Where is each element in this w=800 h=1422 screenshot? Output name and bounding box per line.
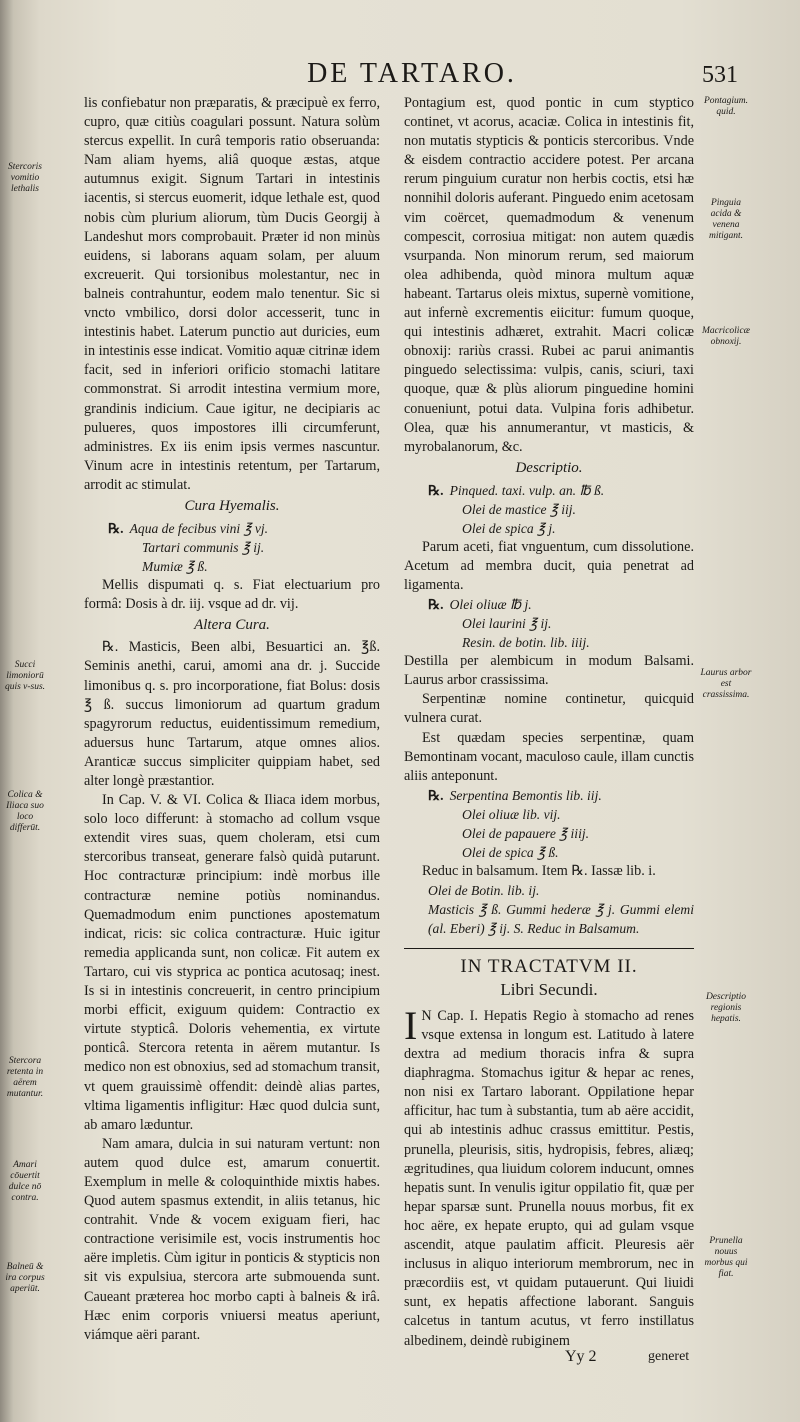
paragraph: ℞. Masticis, Been albi, Besuartici an. ℥ß. Seminis anethi, carui, amomi ana dr. j. Succide limonibus q. s. pro incorporatione, fiat Bolus: dosis ℥ ß. succus limoniorum ad quartum gradum spagyrorum reductus, euidentissimum remedium, aduersus hunc Tartarum, atque omnes alios. Aranticæ succus simpliciter quippiam habet, sed alter longè præstantior. <box>84 639 380 789</box>
recipe-line: Olei de mastice ℥ iij. <box>462 501 576 517</box>
section-divider <box>404 948 694 949</box>
margin-note: Amari cōuertit dulce nō contra. <box>8 1160 42 1203</box>
paragraph: Reduc in balsamum. Item ℞. Iassæ lib. i. <box>422 862 656 879</box>
recipe-line: ℞. Olei oliuæ ℔ j. <box>428 597 532 613</box>
recipe-list <box>404 481 694 538</box>
margin-note: Balneū & ira corpus aperiūt. <box>5 1262 45 1294</box>
recipe-line: Tartari communis ℥ ij. <box>142 540 265 556</box>
margin-note: Colica & Iliaca suo loco differūt. <box>6 790 44 833</box>
paragraph: Est quædam species serpentinæ, quam Bemontinam vocant, maculoso caule, illam cunctis aliis anteponunt. <box>404 729 694 784</box>
margin-note: Prunella nouus morbus qui fiat. <box>704 1236 748 1279</box>
recipe-line: Olei de Botin. lib. ij. <box>428 882 540 898</box>
margin-note: Descriptio regionis hepatis. <box>705 992 747 1024</box>
margin-note: Laurus arbor est crassissima. <box>700 668 752 700</box>
paragraph: Mellis dispumati q. s. Fiat electuarium pro formâ: Dosis à dr. iij. vsque ad dr. vij. <box>84 577 380 613</box>
paragraph: Serpentinæ nomine continetur, quicquid vulnera curat. <box>404 691 694 727</box>
recipe-line: Masticis ℥ ß. Gummi hederæ ℥ j. Gummi elemi (al. Eberi) ℥ ij. S. Reduc in Balsamum. <box>428 901 694 936</box>
margin-note: Stercora retenta in aërem mutantur. <box>6 1056 44 1099</box>
paragraph: lis confiebatur non præparatis, & præcipuè ex ferro, cupro, quæ citiùs coagulari possunt. Natura solùm stercus expellit. In curâ temporis ratio obseruanda: Nam aliam hyems, aliâ quoque æstas, atque autumnus exigit. Signum Tartari in intestinis iacentis, si stercus euomerit, idque lethale est, quod nobis cùm plurium aliorum, tùm Ducis Georgij à Landeshut mors comprobauit. Præter id non minùs euidens, si laborans aquam solam, per aluum excreuerit. Qui torsionibus molestantur, nec in balneis contrahuntur, eodem malo tenentur. Sic si vncto vmbilico, dorsi dolor accesserit, tunc in intestinis habet. Laterum punctio aut duricies, eum in intestinis esse indicat. Vomitio aquæ citrinæ idem facit, sed in inferiori orificio stomachi latitare commonstrat. Si arrodit intestina vermium more, grandinis indicium. Caue igitur, ne decipiaris ac pulueres, quos impostores illi circumferunt, administres. Ex iis enim ipsis vermes nascuntur. Vinum acre in intestinis retentum, per Tartarum, arrodit ac stimulat. <box>84 95 380 493</box>
recipe-list <box>404 595 694 652</box>
altera-cura-heading: Altera Cura. <box>194 617 270 634</box>
recipe-line: Mumiæ ℥ ß. <box>142 559 208 575</box>
running-title: DE TARTARO. <box>307 58 517 89</box>
margin-note: Macricolicæ obnoxij. <box>701 326 750 347</box>
drop-cap: I <box>404 1002 418 1048</box>
left-column <box>84 94 380 1345</box>
margin-note: Pontagium. quid. <box>703 96 749 117</box>
cura-hyemalis-heading: Cura Hyemalis. <box>184 497 280 514</box>
recipe-line: Olei laurini ℥ ij. <box>462 616 552 632</box>
page-gutter-shadow <box>0 0 14 1422</box>
recipe-list <box>404 881 694 938</box>
recipe-line: Olei de spica ℥ j. <box>462 520 556 536</box>
paragraph: Nam amara, dulcia in sui naturam vertunt: non autem quod dulce est, amarum conuertit. Exemplum in melle & coloquinthide mixtis habes. Quod autem spasmus extendit, in aliis tetanus, hic contrahit. Vnde & vocem exiguam fieri, hac contractione verisimile est, vocis instrumentis hoc aëre impletis. Cùm igitur in ponticis & stypticis non sit vis expulsiua, stercora arte submouenda sunt. Caueant præterea hoc morbo capti à balneis & irâ. Hæc enim corporis vniuersi meatus aperiunt, viámque aëri parant. <box>84 1135 380 1343</box>
section-subtitle: Libri Secundi. <box>500 979 598 999</box>
recipe-symbol-icon: ℞. <box>428 597 444 613</box>
recipe-line: ℞. Serpentina Bemontis lib. iij. <box>428 787 602 803</box>
margin-note: Pinguia acida & venena mitigant. <box>708 198 744 241</box>
section-title: IN TRACTATVM II. <box>460 955 638 977</box>
recipe-line: ℞. Pinqued. taxi. vulp. an. ℔ ß. <box>428 482 605 498</box>
recipe-line: Olei de papauere ℥ iiij. <box>462 825 590 841</box>
catchword: generet <box>648 1349 690 1364</box>
recipe-line: Resin. de botin. lib. iiij. <box>462 635 590 651</box>
recipe-line: Olei de spica ℥ ß. <box>462 844 559 860</box>
recipe-list <box>404 786 694 862</box>
paragraph: Pontagium est, quod pontic in cum styptico continet, vt acorus, acaciæ. Colica in intestinis fit, non mutatis stypticis & ponticis stercoribus. Vnde & eisdem contractio accidere potest. Per arcana rerum pinguium curatur non herbis coctis, etsi hæ nonnihil doloris auferant. Pinguedo enim acetosam vim coërcet, quemadmodum & venenum compescit, corrosiua mitigat: non autem quædis vsurpanda. Non minorum rerum, sed maiorum olea adhibenda, quòd minora multum aquæ habeant. Tartarus oleis mixtus, supernè vomitione, aut infernè excrementis eiicitur: fumum quoque, qui intestinis adhæret, extrahit. Macri colicæ obnoxij: rariùs crassi. Rubei ac parui animantis pinguedo selectissima: vulpis, canis, sciuri, taxi quoque, quæ & plùs aliorum pinguedine homini conueniunt, potui data. Vulpina foris adhibetur. Olea, quæ his annumerantur, vt masticis, & myrobalanorum, &c. <box>404 95 694 455</box>
recipe-symbol-icon: ℞. <box>428 482 444 498</box>
paragraph: In Cap. V. & VI. Colica & Iliaca idem morbus, solo loco differunt: à stomacho ad collum vsque extendit vires suas, quem choleram, etsi cum stercoribus transeat, generare falsò quidà putarunt. Hoc contracturæ principium: indè morbus ille contracturæ nemine potiùs nominandus. Quemadmodum enim punctiones apostematum indicat, ricis: sic colica contracturæ. Huic igitur remedia applicanda sunt, non colicæ. Fit autem ex Tartaro, cui vis styprica ac pontica acutosaq; inest. Is si in intestinis concreuerit, in centro principium morbi efficit, exiguum quidem: Contractio ex virtute stypticâ. Doloris vehementia, ex virtute ponticâ. Stercora retenta in aërem mutantur. Is medico non est obnoxius, sed ad stomachum transit, vt quem grauissimè offendit: deindè alias partes, vltima ligamentis infligitur: Hæc quod dulcia sunt, ab amaro læduntur. <box>84 792 380 1133</box>
right-column <box>404 94 694 1351</box>
margin-note: Succi limoniorū quis v-sus. <box>4 660 46 692</box>
paragraph: Parum aceti, fiat vnguentum, cum dissolutione. Acetum ad membra ducit, quia penetrat ad ligamenta. <box>404 538 694 594</box>
recipe-symbol-icon: ℞. <box>428 787 444 803</box>
recipe-line: ℞. Aqua de fecibus vini ℥ vj. <box>108 521 269 537</box>
recipe-list <box>84 519 380 576</box>
signature-mark: Yy 2 <box>565 1348 597 1365</box>
recipe-symbol-icon: ℞. <box>108 521 124 537</box>
descriptio-heading: Descriptio. <box>515 459 583 476</box>
margin-note: Stercoris vomitio lethalis <box>8 162 42 194</box>
page-number: 531 <box>702 62 738 88</box>
recipe-line: Olei oliuæ lib. vij. <box>462 806 561 822</box>
section-paragraph: I N Cap. I. Hepatis Regio à stomacho ad renes vsque extensa in longum est. Latitudo à latere dextra ad medium thoracis infra & supra diaphragma. Stomachus igitur & hepar ac renes, non nisi ex Tartaro laborant. Oppilatione hepar afficitur, hac tum à substantia, tum ab aëre accidit, qui ab intestinis adhuc crassus emittitur. Pestis, prunella, pleurisis, sitis, hydropisis, febres, aliæq; ægritudines, qua liuidum colorem inducunt, omnes hepatis sunt. In venulis igitur oppilatio fit, quæ per hepar sparsæ sunt. Prunella nouus morbus, fit ex hoc aëre, ex hepate erupto, qui ad gulam vsque ascendit, atque paulatim afficit. Pleuresis aër inclusus in aliquo interiorum membrorum, nec in præcordiis est, vt quidam putauerunt. Qui liuidi sunt, ex hepatis affectione laborant. Sanguis calcetus in tantum acutus, vt ferro instillatus albedinem, deindè rubiginem <box>404 1002 694 1349</box>
paragraph: Destilla per alembicum in modum Balsami. Laurus arbor crassissima. <box>404 653 694 689</box>
